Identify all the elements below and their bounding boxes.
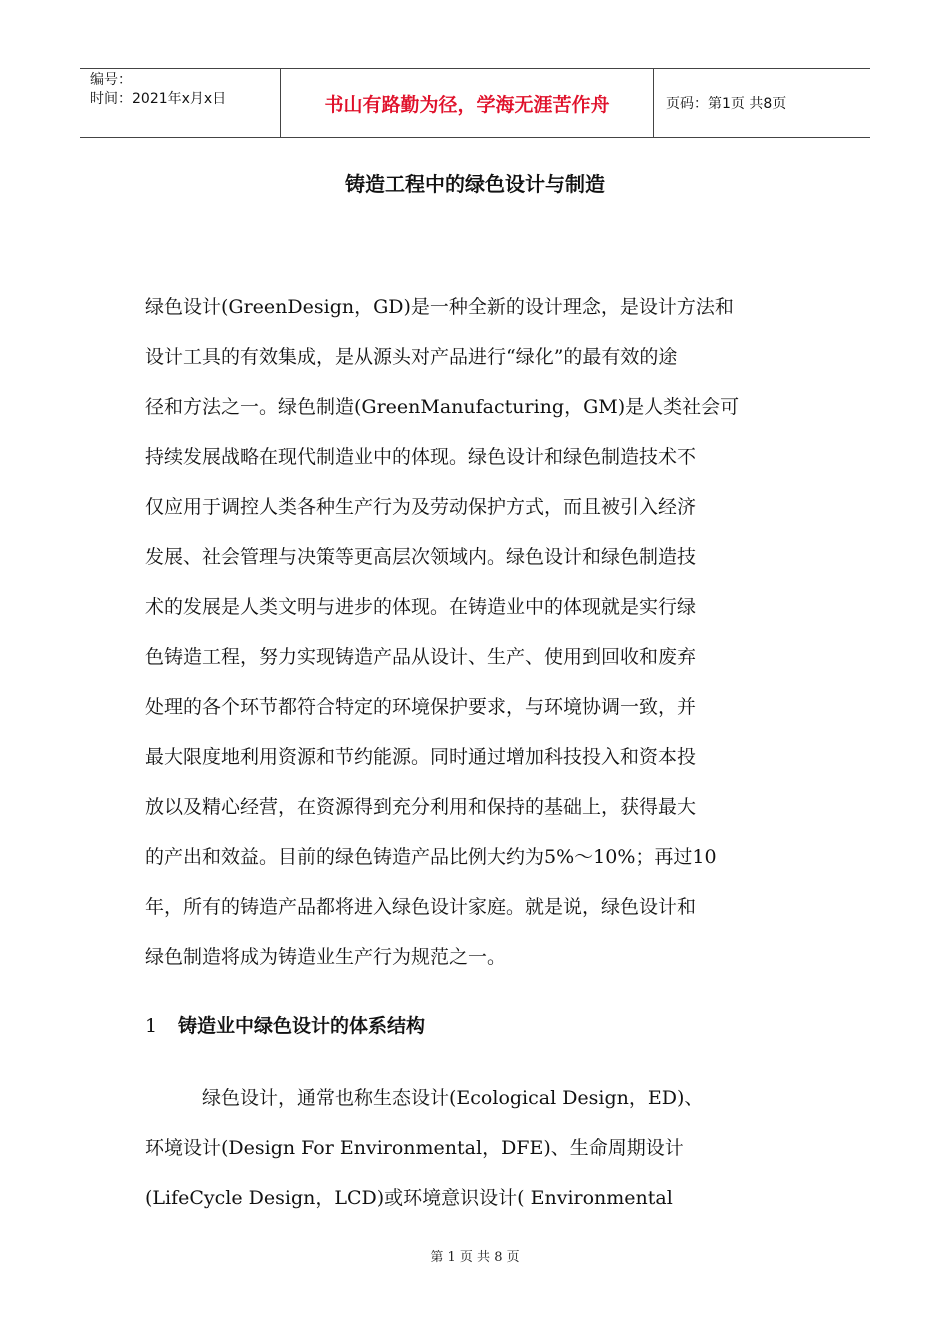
document-title: 铸造工程中的绿色设计与制造 [345, 172, 605, 196]
header-meta [80, 69, 281, 137]
intro-paragraph [145, 282, 810, 982]
section-title: 铸造业中绿色设计的体系结构 [178, 1015, 426, 1037]
intro-line: 年，所有的铸造产品都将进入绿色设计家庭。就是说，绿色设计和 [145, 896, 697, 918]
intro-line: 发展、社会管理与决策等更高层次领域内。绿色设计和绿色制造技 [145, 546, 697, 568]
section1-line: 环境设计(Design For Environmental，DFE)、生命周期设计 [145, 1137, 684, 1159]
intro-line: 色铸造工程，努力实现铸造产品从设计、生产、使用到回收和废弃 [145, 646, 697, 668]
intro-line: 的产出和效益。目前的绿色铸造产品比例大约为5%～10%；再过10 [145, 846, 717, 868]
section1-paragraph [145, 1073, 810, 1223]
section-heading [145, 1006, 425, 1046]
section1-line: 绿色设计，通常也称生态设计(Ecological Design，ED)、 [145, 1087, 704, 1109]
intro-line: 径和方法之一。绿色制造(GreenManufacturing，GM)是人类社会可 [145, 396, 740, 418]
header-table [80, 68, 870, 138]
header-page-info: 页码：第1页 共8页 [666, 96, 787, 112]
time-label: 时间：2021年x月x日 [90, 91, 227, 107]
intro-line: 放以及精心经营，在资源得到充分利用和保持的基础上，获得最大 [145, 796, 697, 818]
page-footer: 第 1 页 共 8 页 [430, 1250, 520, 1265]
intro-line: 持续发展战略在现代制造业中的体现。绿色设计和绿色制造技术不 [145, 446, 697, 468]
intro-line: 术的发展是人类文明与进步的体现。在铸造业中的体现就是实行绿 [145, 596, 697, 618]
intro-line: 仅应用于调控人类各种生产行为及劳动保护方式，而且被引入经济 [145, 496, 697, 518]
intro-line: 绿色设计(GreenDesign，GD)是一种全新的设计理念，是设计方法和 [145, 296, 734, 318]
intro-line: 最大限度地利用资源和节约能源。同时通过增加科技投入和资本投 [145, 746, 697, 768]
header-motto: 书山有路勤为径，学海无涯苦作舟 [281, 69, 654, 137]
intro-line: 绿色制造将成为铸造业生产行为规范之一。 [145, 946, 507, 968]
number-label: 编号： [90, 72, 132, 88]
section1-line: (LifeCycle Design，LCD)或环境意识设计( Environmental [145, 1187, 673, 1209]
intro-line: 处理的各个环节都符合特定的环境保护要求，与环境协调一致，并 [145, 696, 697, 718]
intro-line: 设计工具的有效集成，是从源头对产品进行“绿化”的最有效的途 [145, 346, 678, 368]
section-number: 1 [145, 1015, 158, 1037]
